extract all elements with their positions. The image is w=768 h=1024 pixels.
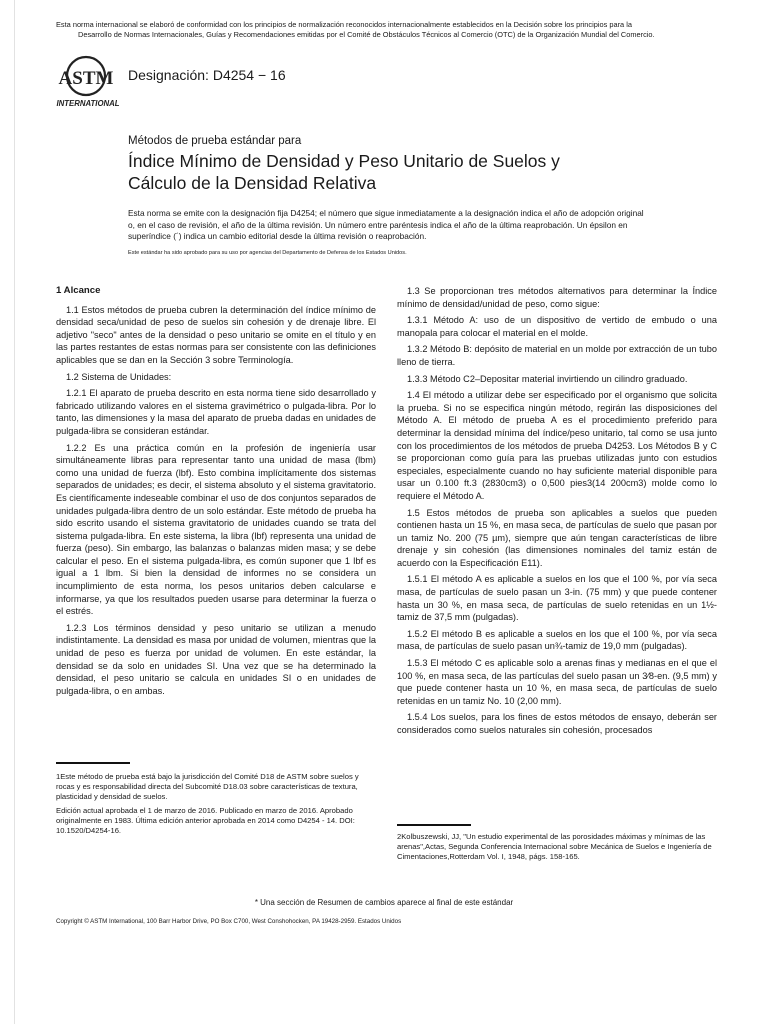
paragraph-1-5: 1.5 Estos métodos de prueba son aplicables a suelos que pueden contienen hasta un 15 %, en masa seca, de partículas de suelo que pasan por un tamiz No. 200 (75 µm), siempre que aún tengan características de libre drenaje y sin cohesión (las dimensiones nominales del tamiz están de acuerdo con la Especificación E11). xyxy=(397,507,717,568)
astm-logo-icon xyxy=(56,54,120,110)
left-column xyxy=(56,285,376,701)
paragraph-1-3-1: 1.3.1 Método A: uso de un dispositivo de vertido de embudo o una manopala para colocar el material en el molde. xyxy=(397,315,717,338)
paragraph-1-2-2: 1.2.2 Es una práctica común en la profesión de ingeniería usar simultáneamente libras para representar tanto una unidad de masa (lbm) como una unidad de fuerza (lbf). Esto combina implícitamente dos sistemas separados de unidades; es decir, el sistema absoluto y el sistema gravitatorio. Es científicamente indeseable combinar el uso de dos conjuntos separados de unidades pulgada-libra dentro de un solo estándar. Este método de prueba ha sido escrito usando el sistema gravitatorio de unidades cuando se trata del sistema pulgada-libra. En este sistema, la libra (lbf) representa una unidad de fuerza (peso). Sin embargo, las balanzas o balanzas miden masa; y se debe calcular el peso. En el sistema pulgada-libra, es común suponer que 1 lbf es igual a 1 lbm. Si bien la densidad de informes no se considera un incumplimiento de esta norma, los pesos unitarios deben calcularse e informarse, ya que los resultados pueden usarse para determinar la fuerza o el estrés. xyxy=(56,442,376,617)
footnotes-right xyxy=(397,832,717,866)
footnote-1: 1Este método de prueba está bajo la jurisdicción del Comité D18 de ASTM sobre suelos y rocas y es responsabilidad directa del Subcomité D18.03 sobre características de textura, plasticidad y densidad de suelos. xyxy=(56,772,359,802)
notice-line-2: Desarrollo de Normas Internacionales, Guías y Recomendaciones emitidas por el Comité de Obstáculos Técnicos al Comercio (OTC) de la Organización Mundial del Comercio. xyxy=(78,30,655,39)
international-notice xyxy=(56,20,716,40)
main-title-line-1: Índice Mínimo de Densidad y Peso Unitario de Suelos y xyxy=(128,151,560,171)
dod-note: Este estándar ha sido aprobado para su uso por agencias del Departamento de Defensa de los Estados Unidos. xyxy=(128,250,407,256)
page-edge xyxy=(14,0,15,1024)
paragraph-1-5-1: 1.5.1 El método A es aplicable a suelos en los que el 100 %, por vía seca masa, de partículas de suelo pasan un 3-in. (75 mm) y que puede contener hasta un 30 %, en masa seca, de partículas de suelo retenidas en un 1½-tamiz de 37,5 mm (pulgadas). xyxy=(397,574,717,623)
footnote-divider-right xyxy=(397,824,471,826)
main-title-line-2: Cálculo de la Densidad Relativa xyxy=(128,173,377,193)
section-number: 1 xyxy=(56,285,62,296)
paragraph-1-3-2: 1.3.2 Método B: depósito de material en un molde por extracción de un tubo lleno de tierra. xyxy=(397,344,717,367)
logo-letters: ASTM xyxy=(58,68,114,89)
title-block xyxy=(128,135,688,194)
pre-title: Métodos de prueba estándar para xyxy=(128,135,302,147)
paragraph-1-3: 1.3 Se proporcionan tres métodos alternativos para determinar la Índice mínimo de densidad/unidad de peso, como sigue: xyxy=(397,286,717,309)
section-heading xyxy=(56,285,376,298)
notice-line-1: Esta norma internacional se elaboró de conformidad con los principios de normalización reconocidos internacionalmente establecidos en la Decisión sobre los principios para la xyxy=(56,20,632,29)
footnote-2: 2Kolbuszewski, JJ, "Un estudio experimental de las porosidades máximas y mínimas de las arenas",Actas, Segunda Conferencia Internacional sobre Mecánica de Suelos e Ingeniería de Cimentaciones,Rotterdam Vol. I, 1948, págs. 158-165. xyxy=(397,832,712,862)
paragraph-1-5-3: 1.5.3 El método C es aplicable solo a arenas finas y medianas en el que el 100 %, en masa seca, de las partículas del suelo pasan un 3⁄8-en. (9,5 mm) y que puede contener hasta un 10 %, en masa seca, de partículas de suelo retenidas en un tamiz No. 10 (2,00 mm). xyxy=(397,658,717,706)
paragraph-1-3-3: 1.3.3 Método C2–Depositar material invirtiendo un cilindro graduado. xyxy=(407,373,688,384)
paragraph-1-2: 1.2 Sistema de Unidades: xyxy=(66,371,172,382)
paragraph-1-4: 1.4 El método a utilizar debe ser especificado por el organismo que solicita la prueba. Si no se especifica ningún método, regirán las disposiciones del Método A. El método de prueba A es el procedimiento preferido para determinar la densidad mínima del índice/peso unitario, tal como se usa junto con los procedimientos de los métodos de prueba D4253. Los Métodos B y C se proporcionan como guía para las pruebas utilizadas junto con estudios especiales, especialmente cuando no hay suficiente material disponible para usar un 0.100 ft.3 (2830cm3) o 0,500 pies3(14 200cm3) molde como lo requiere el Método A. xyxy=(397,390,717,501)
copyright-line: Copyright © ASTM International, 100 Barr Harbor Drive, PO Box C700, West Conshohocken, PA 19428-2959. Estados Unidos xyxy=(56,918,402,925)
footnote-1-edition: Edición actual aprobada el 1 de marzo de 2016. Publicado en marzo de 2016. Aprobado originalmente en 1983. Última edición anterior aprobada en 2014 como D4254 - 14. DOI: 10.1520/D4254-16. xyxy=(56,805,355,836)
designation: Designación: D4254 − 16 xyxy=(128,67,286,83)
paragraph-1-2-1: 1.2.1 El aparato de prueba descrito en esta norma tiene sido desarrollado y fabricado utilizando valores en el sistema gravimétrico o pulgada-libra. Por lo tanto, las dimensiones y la masa del aparato de prueba dadas en unidades de pulgada-libra se consideran estándar. xyxy=(56,388,376,436)
paragraph-1-1: 1.1 Estos métodos de prueba cubren la determinación del índice mínimo de densidad seca/unidad de peso de suelos sin cohesión y de drenaje libre. El adjetivo "seco" antes de la densidad o peso unitario se omite en el título y en las partes restantes de estas normas para ser consistente con las definiciones aplicables que se dan en la Sección 3 sobre Terminología. xyxy=(56,304,376,365)
section-title: Alcance xyxy=(63,285,101,296)
right-column xyxy=(397,285,717,741)
paragraph-1-2-3: 1.2.3 Los términos densidad y peso unitario se utilizan a menudo indistintamente. La densidad es masa por unidad de volumen, mientras que la unidad de peso es fuerza por unidad de volumen. En este estándar, la densidad se da solo en unidades SI. Una vez que se ha determinado la densidad, el peso unitario se calcula en unidades SI o en unidades de pulgada-libra, o en ambas. xyxy=(56,622,376,696)
summary-of-changes-note: * Una sección de Resumen de cambios aparece al final de este estándar xyxy=(254,898,514,907)
footnotes-left xyxy=(56,772,376,839)
footnote-divider-left xyxy=(56,762,130,764)
paragraph-1-5-4: 1.5.4 Los suelos, para los fines de estos métodos de ensayo, deberán ser considerados como suelos naturales sin cohesión, procesados xyxy=(397,712,717,735)
paragraph-1-5-2: 1.5.2 El método B es aplicable a suelos en los que el 100 %, por vía seca masa, de partículas de suelo pasan un¾-tamiz de 19,0 mm (pulgadas). xyxy=(397,628,717,652)
issue-note: Esta norma se emite con la designación fija D4254; el número que sigue inmediatamente a la designación indica el año de adopción original o, en el caso de revisión, el año de la última revisión. Un número entre paréntesis indica el año de la última reaprobación. Un épsilon en superíndice (´) indica un cambio editorial desde la última revisión o reaprobación. xyxy=(128,208,644,241)
logo-caption: INTERNATIONAL xyxy=(56,99,120,108)
